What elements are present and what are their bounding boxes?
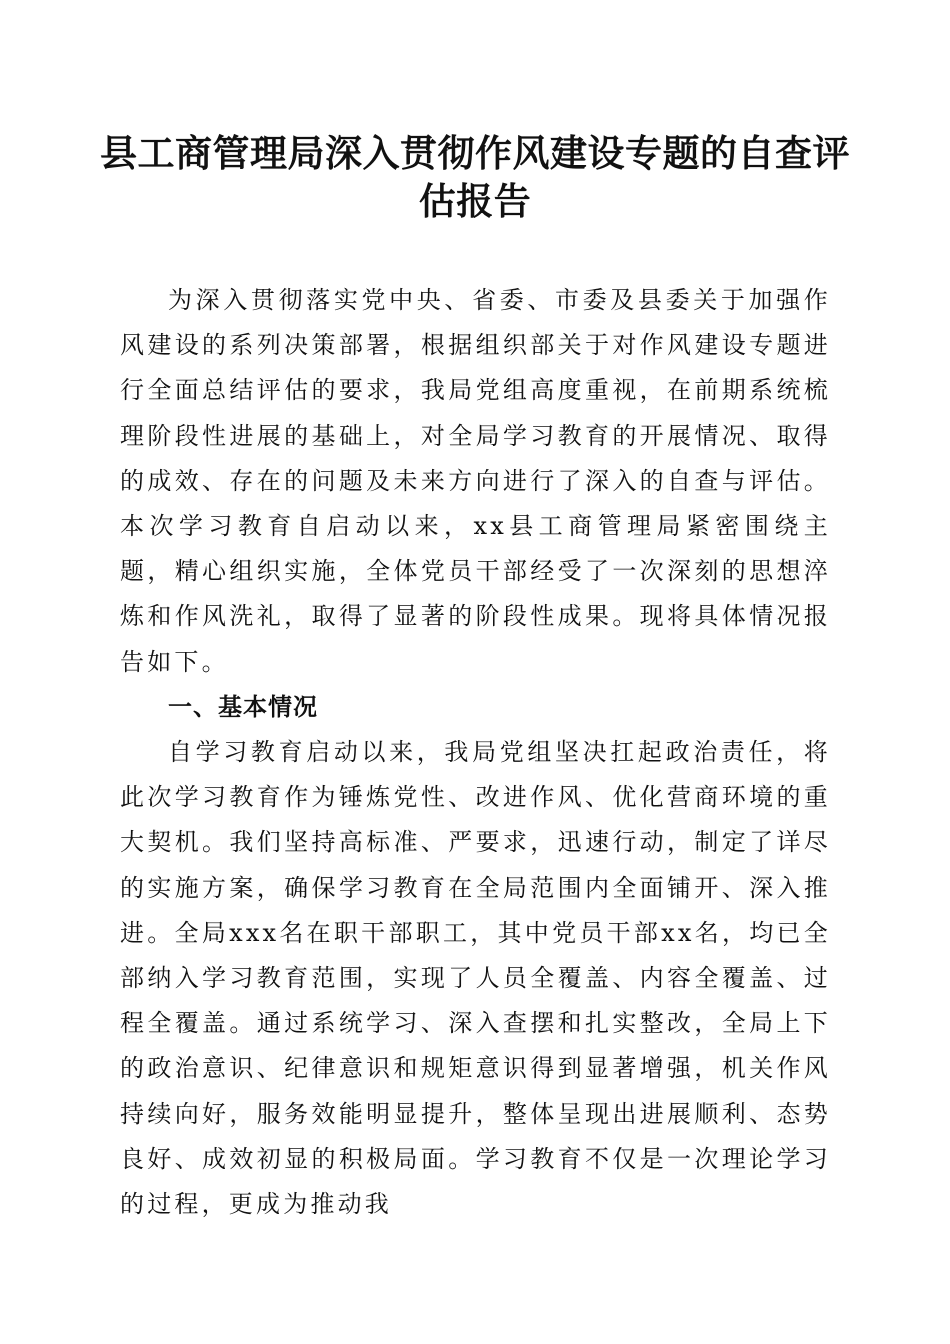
document-body [120,278,831,1227]
section-heading-basic-situation: 一、基本情况 [168,692,318,721]
intro-paragraph: 为深入贯彻落实党中央、省委、市委及县委关于加强作风建设的系列决策部署，根据组织部关于对作风建设专题进行全面总结评估的要求，我局党组高度重视，在前期系统梳理阶段性进展的基础上，对全局学习教育的开展情况、取得的成效、存在的问题及未来方向进行了深入的自查与评估。本次学习教育自启动以来，xx县工商管理局紧密围绕主题，精心组织实施，全体党员干部经受了一次深刻的思想淬炼和作风洗礼，取得了显著的阶段性成果。现将具体情况报告如下。 [120,286,831,676]
document-title: 县工商管理局深入贯彻作风建设专题的自查评估报告 [100,132,850,223]
section-paragraph-basic-situation: 自学习教育启动以来，我局党组坚决扛起政治责任，将此次学习教育作为锤炼党性、改进作风、优化营商环境的重大契机。我们坚持高标准、严要求，迅速行动，制定了详尽的实施方案，确保学习教育在全局范围内全面铺开、深入推进。全局xxx名在职干部职工，其中党员干部xx名，均已全部纳入学习教育范围，实现了人员全覆盖、内容全覆盖、过程全覆盖。通过系统学习、深入查摆和扎实整改，全局上下的政治意识、纪律意识和规矩意识得到显著增强，机关作风持续向好，服务效能明显提升，整体呈现出进展顺利、态势良好、成效初显的积极局面。学习教育不仅是一次理论学习的过程，更成为推动我 [120,738,831,1219]
